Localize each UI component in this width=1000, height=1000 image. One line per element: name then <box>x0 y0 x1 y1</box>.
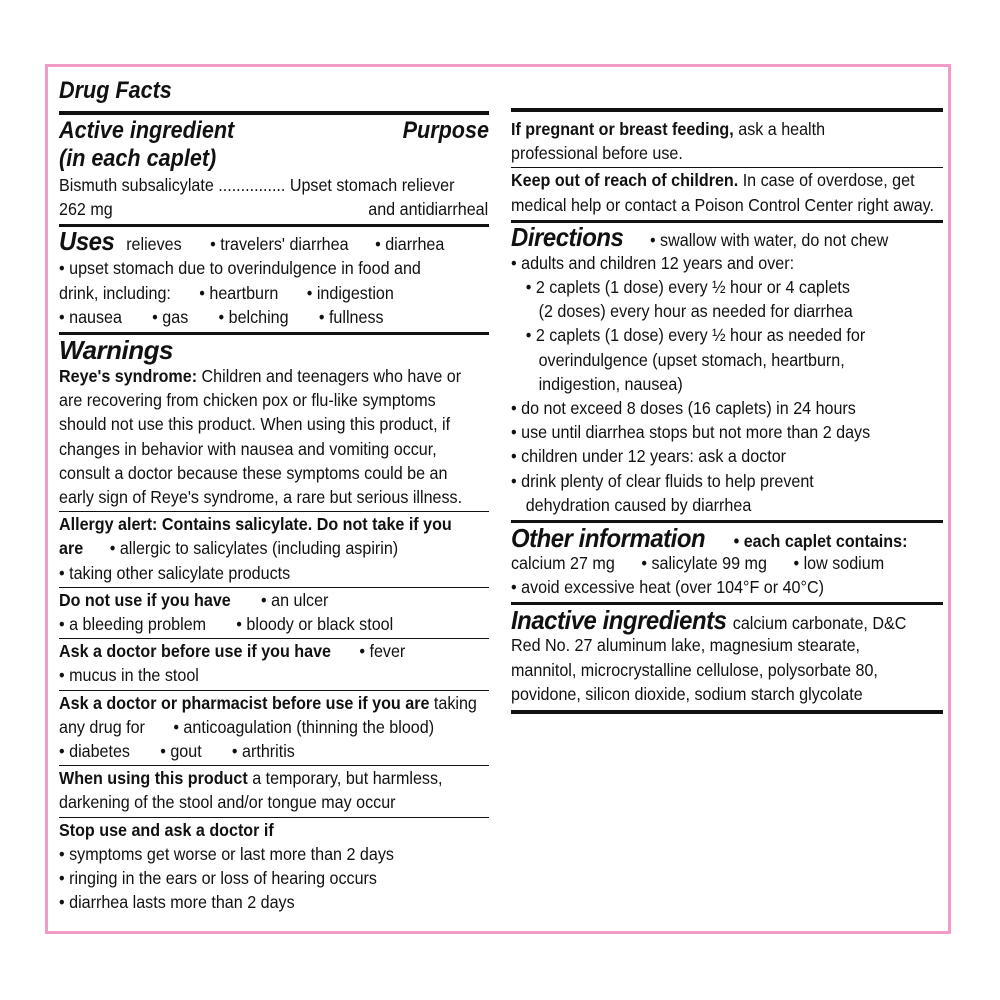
askp-bullet: • diabetes <box>59 741 130 762</box>
allergy-bullet: • allergic to salicylates (including aspirin) <box>109 538 399 559</box>
donot-label: Do not use if you have <box>59 589 231 610</box>
pregnant-line-2: professional before use. <box>511 143 683 164</box>
uses-bullet: • nausea <box>59 306 122 327</box>
ask-bullet: • fever <box>359 641 406 662</box>
directions-line-7: • do not exceed 8 doses (16 caplets) in 24 hours <box>511 398 856 419</box>
reye-line-5: consult a doctor because these symptoms could be an <box>59 462 448 483</box>
donot-bullet: • a bleeding problem <box>59 614 207 635</box>
uses-text: drink, including: <box>59 282 171 303</box>
uses-bullet: • heartburn <box>199 282 279 303</box>
uses-line-4 <box>59 305 455 329</box>
donot-line-2 <box>59 612 455 636</box>
allergy-line-3: • taking other salicylate products <box>59 562 291 583</box>
other-bullet: • salicylate 99 mg <box>641 553 767 574</box>
stop-line-1: Stop use and ask a doctor if <box>59 819 274 840</box>
reye-line-3: should not use this product. When using this product, if <box>59 414 451 435</box>
uses-relieves: relieves <box>126 234 182 255</box>
right-column <box>511 77 943 714</box>
askp-text: any drug for <box>59 716 145 737</box>
inactive-heading: Inactive ingredients <box>511 605 727 636</box>
when-text: a temporary, but harmless, <box>252 768 443 789</box>
allergy-line-2 <box>59 536 455 560</box>
uses-line-3 <box>59 281 455 305</box>
when-label: When using this product <box>59 768 248 789</box>
directions-heading: Directions <box>511 221 624 252</box>
reye-line-6: early sign of Reye's syndrome, a rare but serious illness. <box>59 487 463 508</box>
when-line-1 <box>59 766 455 790</box>
purpose-line-2: and antidiarrheal <box>368 199 489 220</box>
stop-line-4: • diarrhea lasts more than 2 days <box>59 892 295 913</box>
drug-facts-title: Drug Facts <box>59 77 172 104</box>
active-ingredient-subheading: (in each caplet) <box>59 145 217 172</box>
directions-line-8: • use until diarrhea stops but not more than 2 days <box>511 422 871 443</box>
ask-line-1 <box>59 639 455 663</box>
allergy-line-1: Allergy alert: Contains salicylate. Do not take if you <box>59 514 452 535</box>
uses-bullet: • indigestion <box>306 282 394 303</box>
directions-line-4: • 2 caplets (1 dose) every ½ hour as needed for <box>525 325 866 346</box>
inactive-line-head <box>511 605 908 636</box>
pregnant-line-1 <box>511 117 908 141</box>
other-line-1 <box>511 551 908 575</box>
reye-text: Children and teenagers who have or <box>201 366 462 387</box>
other-text: calcium 27 mg <box>511 553 615 574</box>
inactive-line-2: Red No. 27 aluminum lake, magnesium stearate, <box>511 635 861 656</box>
purpose-heading: Purpose <box>402 117 489 144</box>
askp-bullet: • arthritis <box>231 741 295 762</box>
keep-line-2: medical help or contact a Poison Control Center right away. <box>511 194 934 215</box>
directions-line-2: • 2 caplets (1 dose) every ½ hour or 4 caplets <box>525 277 850 298</box>
pregnant-text: ask a health <box>738 119 826 139</box>
directions-line-10: • drink plenty of clear fluids to help prevent <box>511 470 814 491</box>
uses-bullet: • belching <box>218 306 289 327</box>
directions-line-head <box>511 223 908 251</box>
askp-line-1 <box>59 691 477 715</box>
askp-line-2 <box>59 715 455 739</box>
left-column <box>59 77 489 914</box>
other-heading: Other information <box>511 523 706 554</box>
ingredient-line: Bismuth subsalicylate ............... Upset stomach reliever <box>59 175 455 195</box>
reye-line-2: are recovering from chicken pox or flu-like symptoms <box>59 390 436 411</box>
uses-bullet: • fullness <box>318 306 384 327</box>
inactive-text: calcium carbonate, D&C <box>732 613 907 634</box>
uses-line-2: • upset stomach due to overindulgence in food and <box>59 258 421 279</box>
askp-bullet: • anticoagulation (thinning the blood) <box>173 716 435 737</box>
directions-bullet: • swallow with water, do not chew <box>649 229 889 250</box>
ingredient-amount: 262 mg <box>59 199 113 220</box>
active-ingredient-heading: Active ingredient <box>59 117 235 144</box>
keep-line-1 <box>511 168 915 192</box>
inactive-line-3: mannitol, microcrystalline cellulose, polysorbate 80, <box>511 659 878 680</box>
other-line-2: • avoid excessive heat (over 104°F or 40°C) <box>511 577 824 598</box>
when-line-2: darkening of the stool and/or tongue may occur <box>59 792 396 813</box>
uses-bullet: • diarrhea <box>375 234 445 255</box>
directions-line-6: indigestion, nausea) <box>538 373 683 394</box>
directions-line-9: • children under 12 years: ask a doctor <box>511 446 787 467</box>
askp-text: taking <box>433 692 477 713</box>
warnings-heading: Warnings <box>59 335 173 366</box>
other-line-head <box>511 523 908 554</box>
askp-line-3 <box>59 739 455 763</box>
uses-bullet: • travelers' diarrhea <box>210 234 349 255</box>
drug-facts-panel <box>45 64 951 934</box>
reye-line-4: changes in behavior with nausea and vomiting occur, <box>59 438 437 459</box>
donot-bullet: • an ulcer <box>261 589 329 610</box>
other-bullet: • each caplet contains: <box>733 531 908 552</box>
uses-heading: Uses <box>59 226 115 257</box>
directions-line-3: (2 doses) every hour as needed for diarrhea <box>538 301 853 322</box>
keep-text: In case of overdose, get <box>742 170 915 191</box>
directions-line-11: dehydration caused by diarrhea <box>525 494 752 515</box>
askp-bullet: • gout <box>160 741 202 762</box>
donot-bullet: • bloody or black stool <box>236 614 394 635</box>
reye-label: Reye's syndrome: <box>59 366 198 387</box>
askp-label: Ask a doctor or pharmacist before use if you are <box>59 692 430 713</box>
ask-line-2: • mucus in the stool <box>59 665 199 686</box>
directions-line-1: • adults and children 12 years and over: <box>511 252 795 273</box>
other-bullet: • low sodium <box>793 553 885 574</box>
directions-line-5: overindulgence (upset stomach, heartburn, <box>538 349 845 370</box>
donot-line-1 <box>59 588 455 612</box>
reye-line-1 <box>59 364 462 388</box>
stop-line-2: • symptoms get worse or last more than 2 days <box>59 843 394 864</box>
inactive-line-4: povidone, silicon dioxide, sodium starch glycolate <box>511 683 863 704</box>
keep-label: Keep out of reach of children. <box>511 170 739 191</box>
stop-line-3: • ringing in the ears or loss of hearing occurs <box>59 868 377 889</box>
pregnant-label: If pregnant or breast feeding, <box>511 119 734 139</box>
uses-line-1 <box>59 226 455 257</box>
ask-label: Ask a doctor before use if you have <box>59 641 331 662</box>
uses-bullet: • gas <box>152 306 189 327</box>
allergy-are: are <box>59 538 84 559</box>
